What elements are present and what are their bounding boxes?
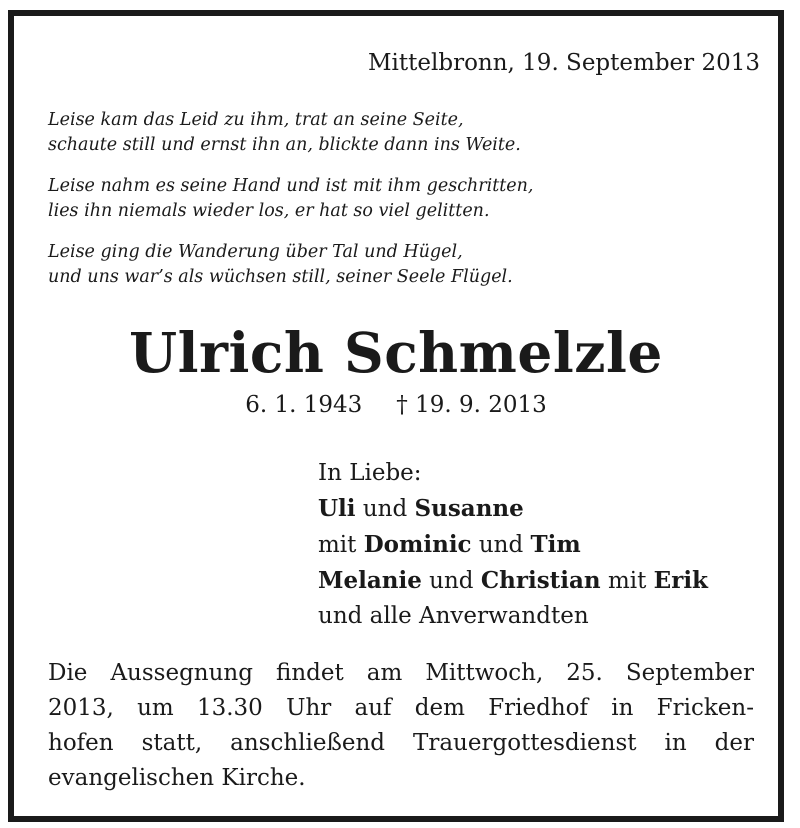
connector-text: mit (600, 568, 654, 594)
poem-line: Leise kam das Leid zu ihm, trat an seine Seite, (48, 110, 464, 130)
poem (48, 108, 533, 306)
poem-stanza-1 (48, 108, 533, 158)
poem-stanza-3 (48, 240, 533, 290)
mourner-name: Uli (318, 495, 356, 522)
mourner-name: Christian (480, 567, 601, 594)
connector-text: und (421, 568, 481, 594)
poem-line: schaute still und ernst ihn an, blickte dann ins Weite. (48, 135, 521, 155)
birth-date: 6. 1. 1943 (245, 392, 363, 418)
mourner-name: Melanie (318, 567, 422, 594)
poem-line: Leise ging die Wanderung über Tal und Hügel, (48, 242, 463, 262)
notice-line: 2013, um 13.30 Uhr auf dem Friedhof in Fricken- (48, 695, 754, 721)
mourners-intro: In Liebe: (318, 460, 422, 486)
life-dates (14, 392, 778, 418)
connector-text: mit (318, 532, 364, 558)
death-date: † 19. 9. 2013 (396, 392, 547, 418)
obituary-notice (8, 10, 784, 822)
mourners-line-2 (318, 527, 708, 563)
poem-line: lies ihn niemals wieder los, er hat so viel gelitten. (48, 201, 490, 221)
mourner-name: Susanne (414, 495, 524, 522)
deceased-name: Ulrich Schmelzle (129, 320, 663, 385)
mourners-line-4: und alle Anverwandten (318, 603, 589, 629)
connector-text: und (471, 532, 531, 558)
mourner-name: Tim (530, 531, 581, 558)
notice-line: hofen statt, anschließend Trauergottesdienst in der (48, 730, 754, 756)
notice-line: Die Aussegnung findet am Mittwoch, 25. September (48, 660, 754, 686)
mourner-name: Dominic (363, 531, 472, 558)
mourner-name: Erik (653, 567, 708, 594)
place-date: Mittelbronn, 19. September 2013 (368, 50, 760, 76)
poem-stanza-2 (48, 174, 533, 224)
poem-line: Leise nahm es seine Hand und ist mit ihm geschritten, (48, 176, 534, 196)
poem-line: und uns war’s als wüchsen still, seiner Seele Flügel. (48, 267, 513, 287)
connector-text: und (355, 496, 415, 522)
notice-line: evangelischen Kirche. (48, 765, 306, 791)
mourners (318, 456, 708, 634)
mourners-line-1 (318, 491, 708, 527)
funeral-notice (48, 656, 754, 796)
mourners-line-3 (318, 563, 708, 599)
